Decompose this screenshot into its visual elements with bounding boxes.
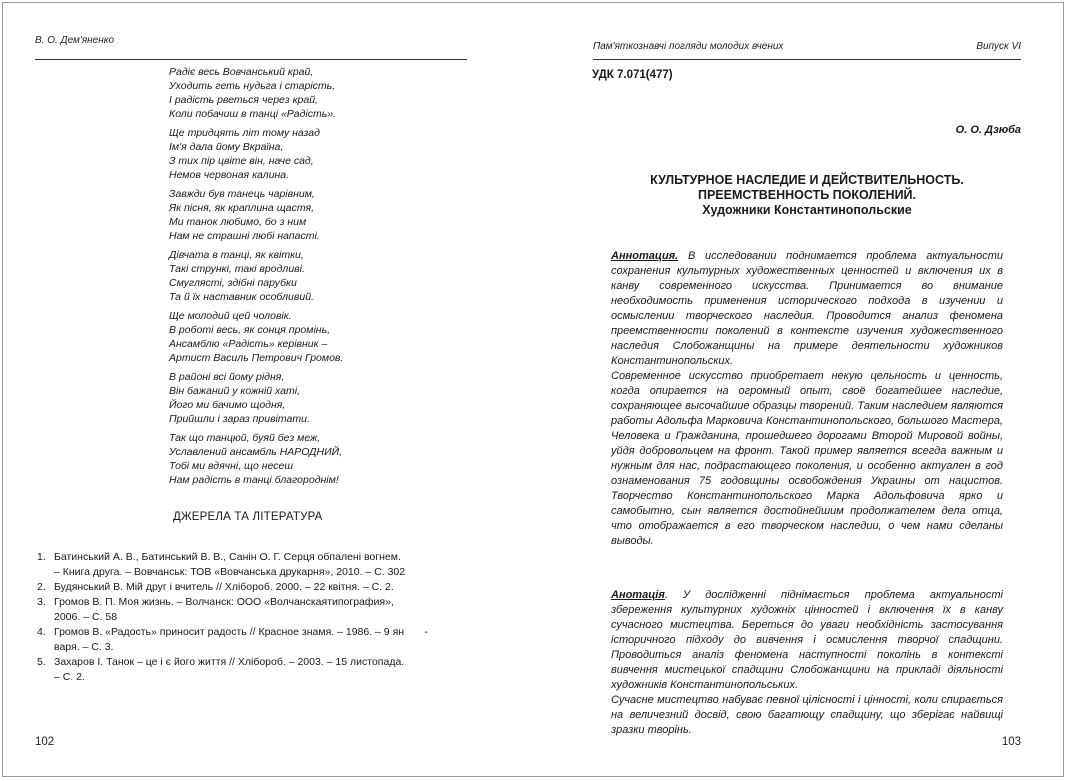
- page-number-left: 102: [35, 736, 55, 748]
- article-author: О. О. Дзюба: [955, 124, 1021, 136]
- poem-line: І радість рветься через край,: [169, 94, 318, 106]
- poem-line: Нам не страшні любі напасті.: [169, 230, 320, 242]
- poem-line: Завжди був танець чарівним,: [169, 188, 315, 200]
- poem-line: Та й їх наставник особливий.: [169, 291, 314, 303]
- poem-line: Він бажаний у кожній хаті,: [169, 385, 301, 397]
- reference-line: варя. – С. 3.: [54, 641, 114, 653]
- reference-line: Громов В. «Радость» приносит радость // Красное знамя. – 1986. – 9 ян -: [54, 626, 428, 638]
- reference-item: [37, 625, 477, 655]
- poem-line: Немов червоная калина.: [169, 169, 290, 181]
- reference-line: Захаров І. Танок – це і є його життя // Хлібороб. – 2003. – 15 листопада.: [54, 656, 405, 668]
- poem-line: Уславлений ансамбль НАРОДНИЙ,: [169, 446, 343, 458]
- poem-line: Ми танок любимо, бо з ним: [169, 216, 307, 228]
- reference-item: [37, 655, 477, 685]
- poem-stanza: [169, 431, 469, 487]
- poem-stanza: [169, 248, 469, 304]
- reference-number: 3.: [37, 596, 46, 608]
- abstract-text: В исследовании поднимается проблема актуальности сохранения культурных художественных ценностей и включения их в канву современного искусства. Принимается во внимание необходимость применения исторического подхода в изучении и осмыслении творческого наследия. Проводится анализ феномена преемственности поколений в контексте изучения художественного наследия Слобожанщины на примере деятельности художников Константинопольских.: [611, 250, 1003, 367]
- abstract-label: Анотація: [611, 589, 665, 601]
- abstract-text: . У дослідженні піднімається проблема актуальності збереження культурних художніх цінностей і включення їх в канву сучасного мистецтва. Береться до уваги необхідність застосування історичного підходу до вивчення і осмислення творчої спадщини. Проводиться аналіз феномена наступності поколінь в контексті вивчення мистецької спадщини Слобожанщини на прикладі діяльності художників Константинопольських.: [611, 589, 1003, 691]
- reference-list: [37, 550, 477, 685]
- title-line: Художники Константинопольские: [702, 203, 912, 217]
- reference-line: Будянський В. Мій друг і вчитель // Хлібороб. 2000. – 22 квітня. – С. 2.: [54, 581, 394, 593]
- poem-line: Ще молодий цей чоловік.: [169, 310, 292, 322]
- abstract-text: Сучасне мистецтво набуває певної цілісності і цінності, коли спирається на величезний досвід, свою багатющу спадщину, що зберігає найвищі зразки творінь.: [611, 694, 1003, 736]
- right-page: [537, 3, 1065, 776]
- poem-line: Так що танцюй, буяй без меж,: [169, 432, 321, 444]
- reference-line: 2006. – С. 58: [54, 611, 118, 623]
- poem-line: Радіє весь Вовчанський край,: [169, 66, 314, 78]
- poem-line: Артист Василь Петрович Громов.: [169, 352, 344, 364]
- poem-line: Такі стрункі, такі вродливі.: [169, 263, 305, 275]
- abstract-ukrainian: [611, 588, 1003, 736]
- poem-stanza: [169, 370, 469, 426]
- page-number-right: 103: [1001, 736, 1021, 748]
- reference-line: Батинський А. В., Батинський В. В., Санін О. Г. Серця обпалені вогнем.: [54, 551, 401, 563]
- abstract-label: Аннотация.: [611, 250, 679, 262]
- poem-line: Ім'я дала йому Вкраїна,: [169, 141, 284, 153]
- poem-stanza: [169, 65, 469, 121]
- sources-title: ДЖЕРЕЛА ТА ЛІТЕРАТУРА: [173, 511, 323, 523]
- poem-line: Нам радість в танці благороднім!: [169, 474, 339, 486]
- reference-item: [37, 595, 477, 625]
- article-title: [597, 173, 1017, 218]
- header-rule: [593, 59, 1021, 60]
- running-head-journal: Пам'яткознавчі погляди молодих вчених: [593, 41, 784, 52]
- reference-item: [37, 550, 477, 580]
- poem-line: В районі всі йому рідня,: [169, 371, 285, 383]
- poem-line: Уходить геть нудьга і старість,: [169, 80, 336, 92]
- running-head-issue: Випуск VI: [976, 41, 1021, 52]
- poem-line: З тих пір цвіте він, наче сад,: [169, 155, 314, 167]
- poem: [169, 65, 469, 492]
- abstract-text: Современное искусство приобретает некую цельность и ценность, когда опирается на огромный опыт, своё богатейшее наследие, сохраняющее высочайшие образцы творений. Таким наследием являются работы Адольфа Марковича Константинопольского, большого Мастера, Человека и Гражданина, прошедшего дорогами Второй Мировой войны, уйдя добровольцем на фронт. Такой пример является всегда важным и нужным для нас, подрастающего поколения, и особенно актуален в год ознаменования 75 годовщины освобождения Украины от нацистов. Творчество Константинопольского Марка Адольфовича ярко и самобытно, сын является достойнейшим продолжателем дела отца, что отображается в его творческом наследии, о чем нами сделаны выводы.: [611, 370, 1003, 547]
- reference-line: – С. 2.: [54, 671, 85, 683]
- reference-number: 4.: [37, 626, 46, 638]
- poem-line: Коли побачиш в танці «Радість».: [169, 108, 337, 120]
- running-head-author: В. О. Дем'яненко: [35, 35, 115, 46]
- poem-line: Ансамблю «Радість» керівник –: [169, 338, 328, 350]
- abstract-russian: [611, 249, 1003, 549]
- title-line: ПРЕЕМСТВЕННОСТЬ ПОКОЛЕНИЙ.: [697, 188, 917, 202]
- title-line: КУЛЬТУРНОЕ НАСЛЕДИЕ И ДЕЙСТВИТЕЛЬНОСТЬ.: [650, 173, 964, 187]
- poem-line: Його ми бачимо щодня,: [169, 399, 286, 411]
- reference-line: – Книга друга. – Вовчанськ: ТОВ «Вовчанська друкарня», 2010. – С. 302: [54, 566, 406, 578]
- poem-line: Смуглясті, здібні парубки: [169, 277, 297, 289]
- header-rule: [35, 59, 467, 60]
- poem-line: Дівчата в танці, як квітки,: [169, 249, 304, 261]
- reference-number: 2.: [37, 581, 46, 593]
- poem-line: Ще тридцять літ тому назад: [169, 127, 320, 139]
- left-page: [3, 3, 537, 776]
- reference-number: 1.: [37, 551, 46, 563]
- reference-item: [37, 580, 477, 595]
- poem-line: Як пісня, як краплина щастя,: [169, 202, 314, 214]
- poem-stanza: [169, 187, 469, 243]
- poem-line: Прийшли і зараз привітати.: [169, 413, 310, 425]
- poem-stanza: [169, 309, 469, 365]
- poem-line: В роботі весь, як сонця промінь,: [169, 324, 331, 336]
- book-spread: [2, 2, 1064, 777]
- reference-number: 5.: [37, 656, 46, 668]
- poem-line: Тобі ми вдячні, що несеш: [169, 460, 294, 472]
- poem-stanza: [169, 126, 469, 182]
- reference-line: Громов В. П. Моя жизнь. – Волчанск: ООО «Волчанскаятипография»,: [54, 596, 394, 608]
- udk-code: УДК 7.071(477): [592, 69, 673, 81]
